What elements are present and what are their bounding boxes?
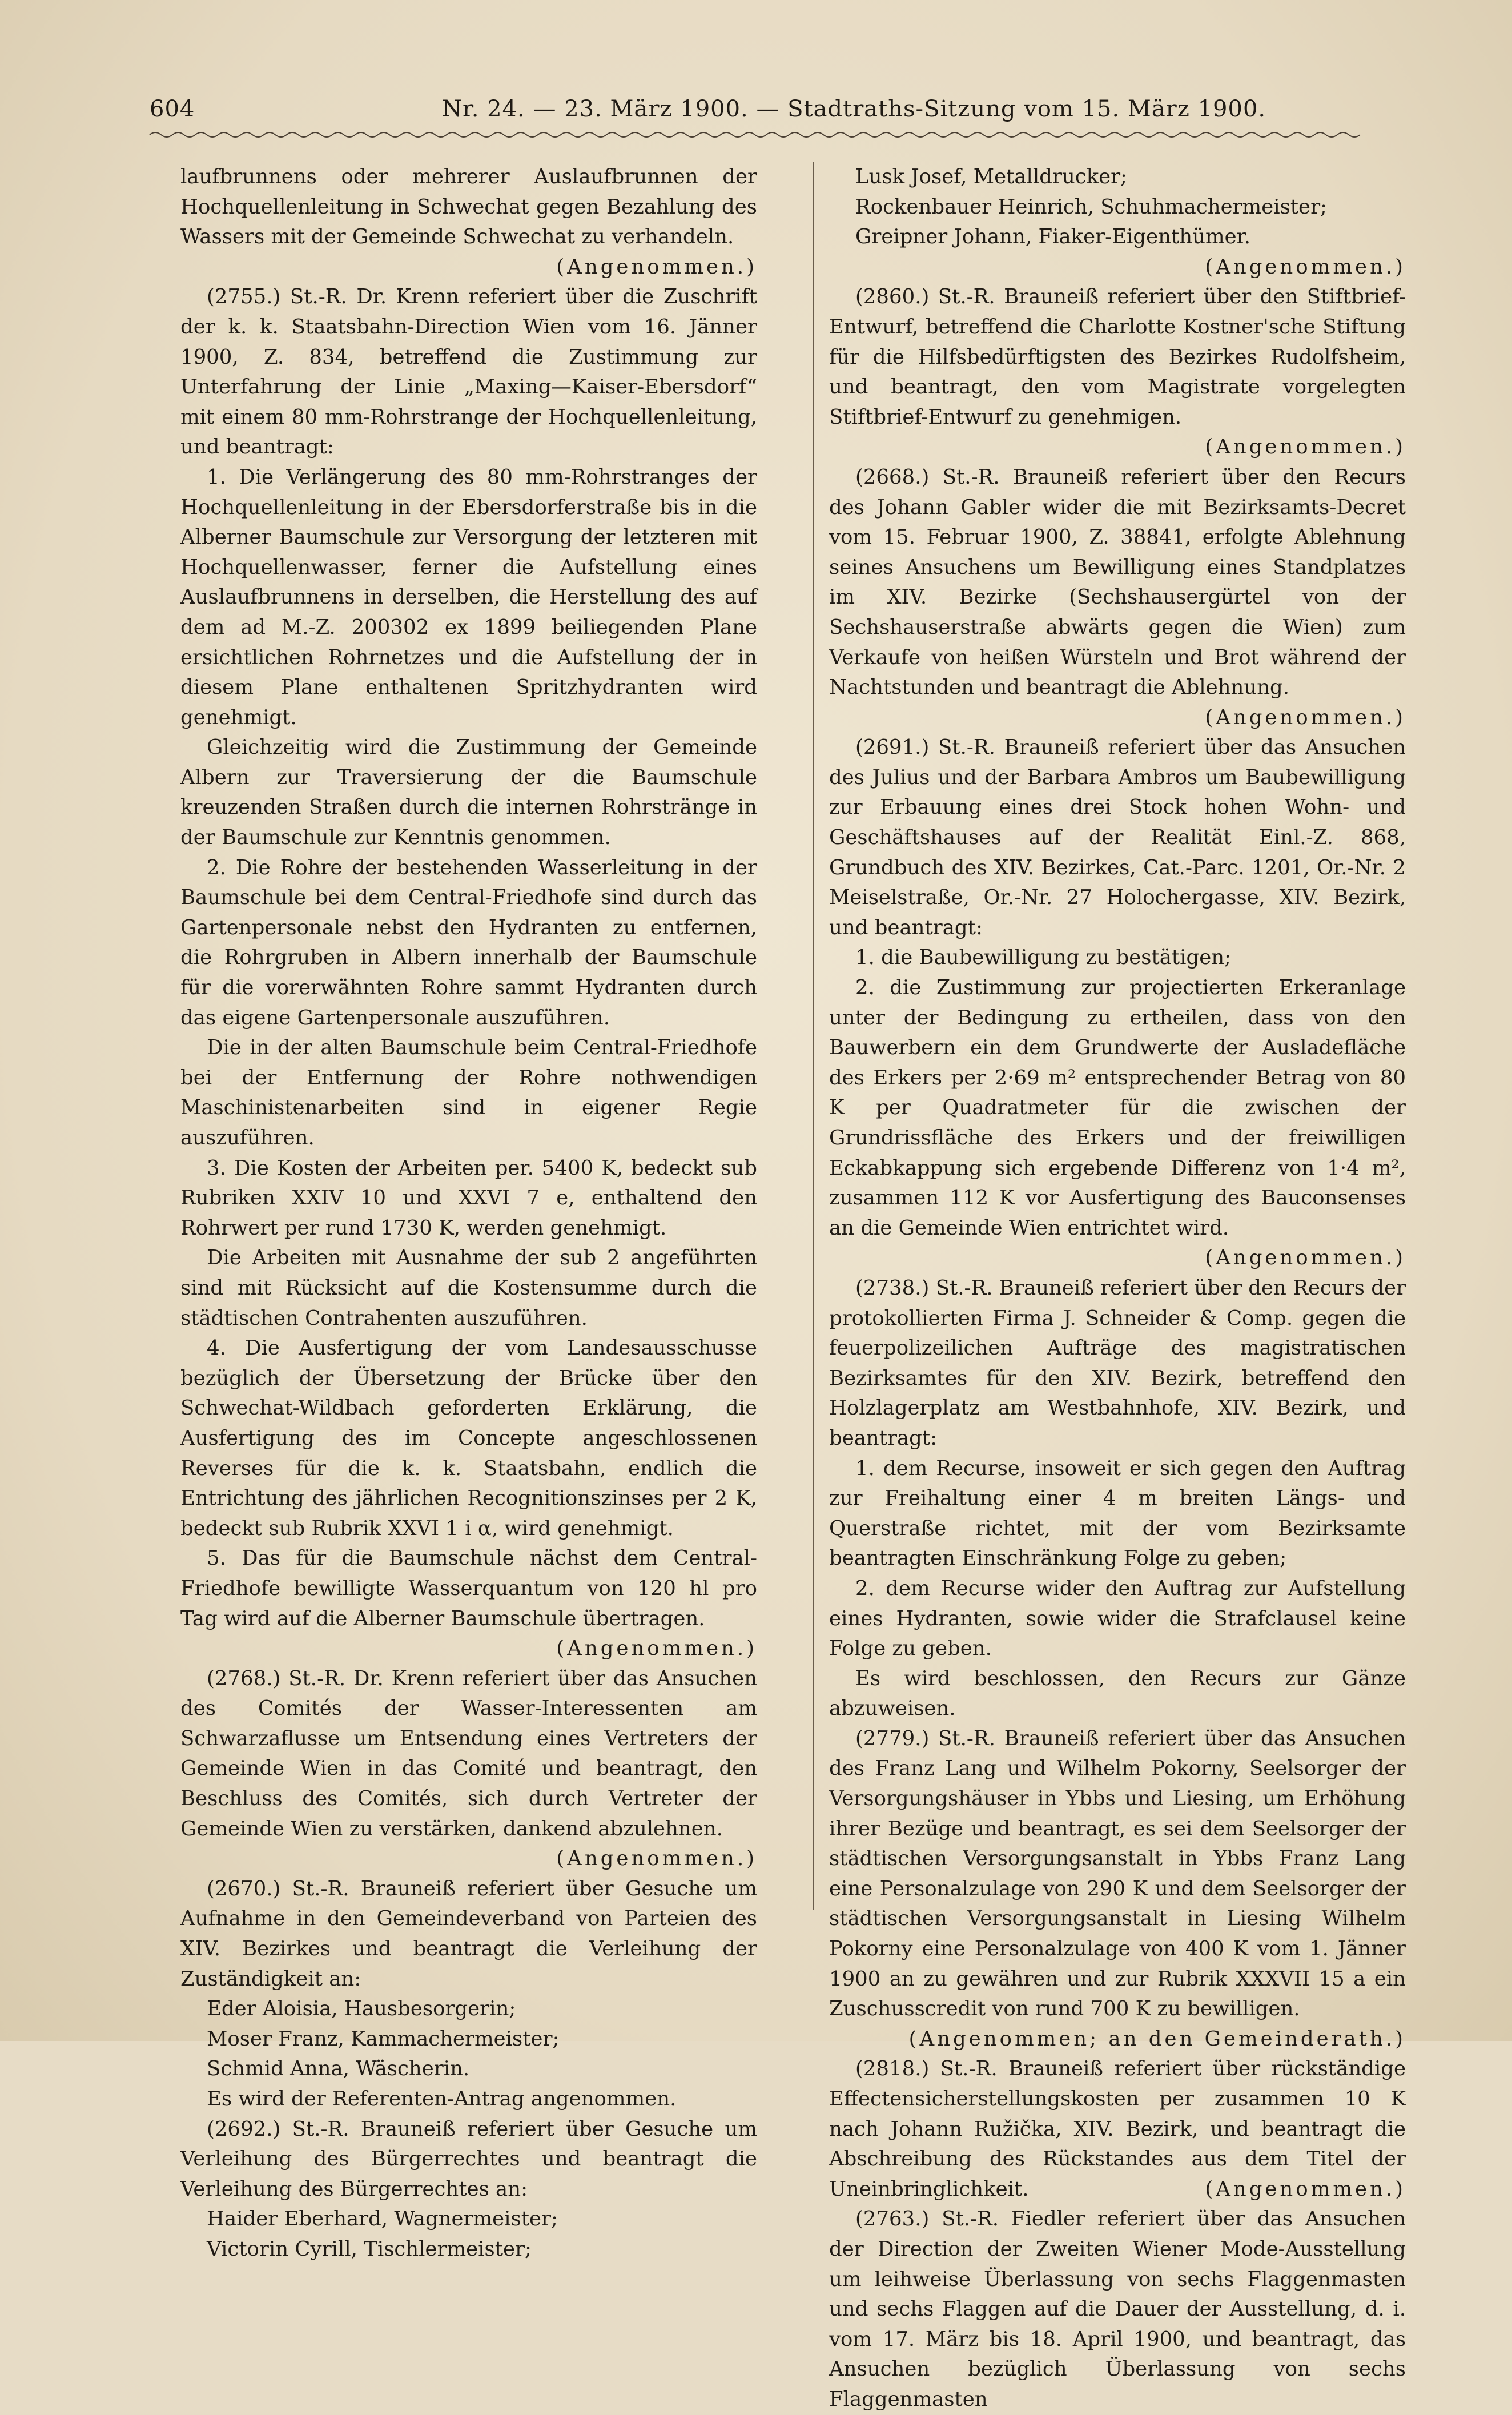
paragraph-text: 2. dem Recurse wider den Auftrag zur Aufstellung eines Hydranten, sowie wider die Strafclausel keine Folge zu geben. [829, 1576, 1406, 1661]
paragraph-text: Rockenbauer Heinrich, Schuhmachermeister; [855, 195, 1327, 219]
right-column [829, 162, 1406, 2411]
column-divider [813, 162, 814, 1910]
paragraph [180, 853, 757, 1034]
paragraph [829, 222, 1406, 282]
paragraph [180, 2024, 757, 2055]
paragraph [829, 282, 1406, 463]
paragraph-text: (2768.) St.-R. Dr. Krenn referiert über das Ansuchen des Comités der Wasser-Interessenten am Schwarzaflusse um Entsendung eines Vertreters der Gemeinde Wien in das Comité und beantragt, den Beschluss des Comités, sich durch Vertreter der Gemeinde Wien zu verstärken, dankend abzulehnen. [180, 1666, 757, 1841]
paragraph [829, 943, 1406, 973]
page-title: Nr. 24. — 23. März 1900. — Stadtraths-Sitzung vom 15. März 1900. [442, 96, 1266, 122]
paragraph [829, 1273, 1406, 1454]
paragraph-text: Schmid Anna, Wäscherin. [207, 2057, 470, 2081]
paragraph [829, 162, 1406, 192]
paragraph [829, 1454, 1406, 1574]
paragraph-text: Es wird beschlossen, den Recurs zur Gänze abzuweisen. [829, 1666, 1406, 1721]
decision-note: (Angenommen.) [556, 1637, 757, 1661]
paragraph-text: (2691.) St.-R. Brauneiß referiert über das Ansuchen des Julius und der Barbara Ambros um Baubewilligung zur Erbauung eines drei Stock hohen Wohn- und Geschäftshauses auf der Realität Einl.-Z. 868, Grundbuch des XIV. Bezirkes, Cat.-Parc. 1201, Or.-Nr. 2 Meiselstraße, Or.-Nr. 27 Holochergasse, XIV. Bezirk, und beantragt: [829, 736, 1406, 939]
decision-note: (Angenommen.) [1205, 255, 1406, 279]
paragraph-text: Haider Eberhard, Wagnermeister; [207, 2207, 558, 2231]
paragraph [180, 1154, 757, 1244]
paragraph [180, 282, 757, 463]
paragraph-text: (2692.) St.-R. Brauneiß referiert über Gesuche um Verleihung des Bürgerrechtes und beantragt die Verleihung des Bürgerrechtes an: [180, 2117, 757, 2201]
paragraph-text: (2818.) St.-R. Brauneiß referiert über rückständige Effectensicherstellungskosten per zusammen 10 K nach Johann Ružička, XIV. Bezirk, und beantragt die Abschreibung des Rückstandes aus dem Titel der Uneinbringlichkeit. [829, 2057, 1406, 2201]
paragraph-text: Eder Aloisia, Hausbesorgerin; [207, 1997, 516, 2021]
paragraph-text: (2755.) St.-R. Dr. Krenn referiert über die Zuschrift der k. k. Staatsbahn-Direction Wien vom 16. Jänner 1900, Z. 834, betreffend die Zustimmung zur Unterfahrung der Linie „Maxing—Kaiser-Ebersdorf“ mit einem 80 mm-Rohrstrange der Hochquellenleitung, und beantragt: [180, 285, 757, 459]
paragraph-text: Es wird der Referenten-Antrag angenommen. [207, 2087, 677, 2111]
paragraph-text: 1. dem Recurse, insoweit er sich gegen den Auftrag zur Freihaltung einer 4 m breiten Längs- und Querstraße richtet, mit der vom Bezirksamte beantragten Einschränkung Folge zu geben; [829, 1456, 1406, 1570]
paragraph-text: (2670.) St.-R. Brauneiß referiert über Gesuche um Aufnahme in den Gemeindeverband von Parteien des XIV. Bezirkes und beantragt die Verleihung der Zuständigkeit an: [180, 1876, 757, 1991]
paragraph-text: laufbrunnens oder mehrerer Auslaufbrunnen der Hochquellenleitung in Schwechat gegen Bezahlung des Wassers mit der Gemeinde Schwechat zu verhandeln. [180, 165, 757, 249]
left-column [180, 162, 757, 2261]
paragraph-text: (2763.) St.-R. Fiedler referiert über das Ansuchen der Direction der Zweiten Wiener Mode-Ausstellung um leihweise Überlassung von sechs Flaggenmasten und sechs Flaggen auf die Dauer der Ausstellung, d. i. vom 17. März bis 18. April 1900, und beantragt, das Ansuchen bezüglich Überlassung von sechs Flaggenmasten [829, 2207, 1406, 2411]
paragraph [180, 1664, 757, 1874]
paragraph [180, 1333, 757, 1544]
paragraph [829, 1724, 1406, 2055]
decision-note: (Angenommen.) [1205, 2177, 1406, 2201]
paragraph [829, 733, 1406, 943]
paragraph [180, 2084, 757, 2115]
paragraph-text: Lusk Josef, Metalldrucker; [855, 165, 1128, 188]
paragraph [829, 1664, 1406, 1724]
paragraph [829, 2204, 1406, 2414]
paragraph [180, 1874, 757, 1994]
paragraph-text: (2779.) St.-R. Brauneiß referiert über das Ansuchen des Franz Lang und Wilhelm Pokorny, Seelsorger der Versorgungshäuser in Ybbs und Liesing, um Erhöhung ihrer Bezüge und beantragt, es sei dem Seelsorger der städtischen Versorgungsanstalt in Ybbs Franz Lang eine Personalzulage von 290 K und dem Seelsorger der städtischen Versorgungsanstalt in Liesing Wilhelm Pokorny eine Personalzulage von 400 K vom 1. Jänner 1900 an zu gewähren und zur Rubrik XXXVII 15 a ein Zuschusscredit von rund 700 K zu bewilligen. [829, 1726, 1406, 2021]
paragraph-text: Gleichzeitig wird die Zustimmung der Gemeinde Albern zur Traversierung der die Baumschule kreuzenden Straßen durch die internen Rohrstränge in der Baumschule zur Kenntnis genommen. [180, 736, 757, 850]
header-wavy-rule [150, 129, 1360, 140]
paragraph-text: Die in der alten Baumschule beim Central-Friedhofe bei der Entfernung der Rohre nothwendigen Maschinistenarbeiten sind in eigener Regie auszuführen. [180, 1036, 757, 1150]
paragraph [180, 1994, 757, 2024]
paragraph [180, 1243, 757, 1333]
paragraph [829, 2054, 1406, 2204]
paragraph [180, 1033, 757, 1153]
decision-note: (Angenommen.) [556, 1847, 757, 1871]
paragraph-text: Moser Franz, Kammachermeister; [207, 2027, 560, 2051]
paragraph [180, 2235, 757, 2265]
paragraph-text: (2668.) St.-R. Brauneiß referiert über den Recurs des Johann Gabler wider die mit Bezirksamts-Decret vom 15. Februar 1900, Z. 38841, erfolgte Ablehnung seines Ansuchens um Bewilligung eines Standplatzes im XIV. Bezirke (Sechshausergürtel von der Sechshauserstraße abwärts gegen die Wien) zum Verkaufe von heißen Würsteln und Brot während der Nachtstunden und beantragt die Ablehnung. [829, 465, 1406, 700]
paragraph-text: 3. Die Kosten der Arbeiten per. 5400 K, bedeckt sub Rubriken XXIV 10 und XXVI 7 e, enthaltend den Rohrwert per rund 1730 K, werden genehmigt. [180, 1156, 757, 1240]
paragraph-text: 5. Das für die Baumschule nächst dem Central-Friedhofe bewilligte Wasserquantum von 120 hl pro Tag wird auf die Alberner Baumschule übertragen. [180, 1546, 757, 1630]
paragraph-text: Victorin Cyrill, Tischlermeister; [207, 2237, 532, 2261]
paragraph-text: 4. Die Ausfertigung der vom Landesausschusse bezüglich der Übersetzung der Brücke über den Schwechat-Wildbach geforderten Erklärung, die Ausfertigung des im Concepte angeschlossenen Reverses für die k. k. Staatsbahn, endlich die Entrichtung des jährlichen Recognitionszinses per 2 K, bedeckt sub Rubrik XXVI 1 i α, wird genehmigt. [180, 1336, 757, 1540]
paragraph-text: Die Arbeiten mit Ausnahme der sub 2 angeführten sind mit Rücksicht auf die Kostensumme durch die städtischen Contrahenten auszuführen. [180, 1246, 757, 1330]
paragraph [829, 1574, 1406, 1664]
paragraph-text: 1. Die Verlängerung des 80 mm-Rohrstranges der Hochquellenleitung in der Ebersdorferstraße bis in die Alberner Baumschule zur Versorgung der letzteren mit Hochquellenwasser, ferner die Aufstellung eines Auslaufbrunnens in derselben, die Herstellung des auf dem ad M.-Z. 200302 ex 1899 beiliegenden Plane ersichtlichen Rohrnetzes und die Aufstellung der in diesem Plane enthaltenen Spritzhydranten wird genehmigt. [180, 465, 757, 729]
paragraph [829, 192, 1406, 223]
paragraph [180, 2054, 757, 2084]
paragraph-text: (2860.) St.-R. Brauneiß referiert über den Stiftbrief-Entwurf, betreffend die Charlotte Kostner'sche Stiftung für die Hilfsbedürftigsten des Bezirkes Rudolfsheim, und beantragt, den vom Magistrate vorgelegten Stiftbrief-Entwurf zu genehmigen. [829, 285, 1406, 429]
paragraph [180, 733, 757, 853]
paragraph [829, 463, 1406, 733]
paragraph [180, 1544, 757, 1663]
decision-note: (Angenommen; an den Gemeinderath.) [908, 2027, 1406, 2051]
paragraph [829, 973, 1406, 1273]
paragraph-text: Greipner Johann, Fiaker-Eigenthümer. [855, 225, 1250, 249]
paragraph [180, 2204, 757, 2235]
decision-note: (Angenommen.) [556, 255, 757, 279]
page-number: 604 [150, 96, 195, 122]
paragraph-text: 1. die Baubewilligung zu bestätigen; [855, 946, 1232, 970]
paragraph-text: 2. Die Rohre der bestehenden Wasserleitung in der Baumschule bei dem Central-Friedhofe sind durch das Gartenpersonale nebst den Hydranten zu entfernen, die Rohrgruben in Albern innerhalb der Baumschule für die vorerwähnten Rohre sammt Hydranten durch das eigene Gartenpersonale auszuführen. [180, 855, 757, 1030]
decision-note: (Angenommen.) [1205, 435, 1406, 459]
paragraph-text: (2738.) St.-R. Brauneiß referiert über den Recurs der protokollierten Firma J. Schneider & Comp. gegen die feuerpolizeilichen Aufträge des magistratischen Bezirksamtes für den XIV. Bezirk, betreffend den Holzlagerplatz am Westbahnhofe, XIV. Bezirk, und beantragt: [829, 1276, 1406, 1450]
paragraph [180, 463, 757, 733]
paragraph-text: 2. die Zustimmung zur projectierten Erkeranlage unter der Bedingung zu ertheilen, dass von den Bauwerbern ein dem Grundwerte der Ausladefläche des Erkers per 2·69 m² entsprechender Betrag von 80 K per Quadratmeter für die zwischen der Grundrissfläche des Erkers und der freiwilligen Eckabkappung sich ergebende Differenz von 1·4 m², zusammen 112 K vor Ausfertigung des Bauconsenses an die Gemeinde Wien entrichtet wird. [829, 976, 1406, 1240]
paragraph [180, 162, 757, 282]
decision-note: (Angenommen.) [1205, 705, 1406, 729]
paragraph [180, 2115, 757, 2205]
decision-note: (Angenommen.) [1205, 1246, 1406, 1270]
